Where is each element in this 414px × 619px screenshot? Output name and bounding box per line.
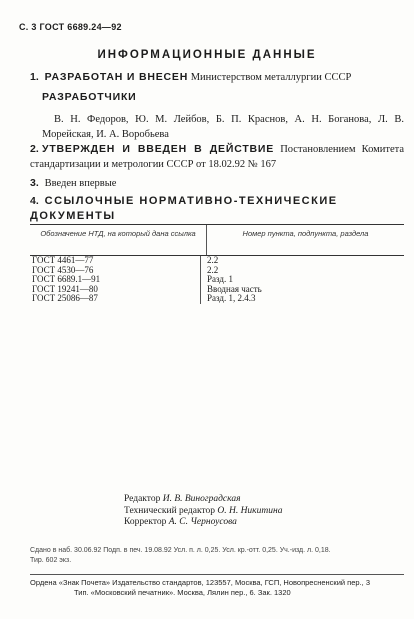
item-heading: ССЫЛОЧНЫЕ НОРМАТИВНО-ТЕХНИЧЕСКИЕ ДОКУМЕНТЫ [30,195,338,222]
table-cell-ref: 2.2 [200,256,404,266]
publisher-line-2: Тип. «Московский печатник». Москва, Лялин пер., 6. Зак. 1320 [74,587,291,597]
table-cell-doc: ГОСТ 4530—76 [32,264,94,275]
corrector-name: А. С. Черноусова [168,517,237,527]
imprint [30,546,404,566]
developers-heading: РАЗРАБОТЧИКИ [42,91,137,103]
editor-label: Редактор [124,494,161,504]
table-cell-doc: ГОСТ 4461—77 [32,255,94,265]
item-3 [30,176,404,191]
editors-block [124,494,282,529]
item-number: 4. [30,195,39,207]
item-text: Министерством металлургии СССР [190,72,352,83]
table-cell-doc: ГОСТ 19241—80 [32,283,98,294]
item-text: Постановлением Комитета стандартизации и метрологии СССР от 18.02.92 № 167 [30,144,405,170]
table-cell-doc: ГОСТ 6689.1—91 [32,274,101,284]
tech-editor-line [124,506,282,518]
references-table [30,224,404,303]
developers-list: В. Н. Федоров, Ю. М. Лейбов, Б. П. Краснов, А. Н. Боганова, Л. В. Морейская, И. А. Воробьева [42,114,404,140]
item-number: 2. [30,143,39,155]
table-cell-ref: 2.2 [200,266,404,276]
imprint-line-2: Тир. 602 экз. [30,557,72,564]
item-text: Введен впервые [44,178,117,189]
tech-editor-name: О. Н. Никитина [217,505,283,516]
item-number: 1. [30,71,39,83]
editor-name: И. В. Виноградская [162,494,241,504]
org-rule [30,574,404,575]
developers-heading-block [30,90,404,105]
item-2 [30,142,404,172]
publisher-info [30,578,404,597]
table-row [30,294,404,304]
table-header-ref: Номер пункта, подпункта, раздела [206,225,404,255]
item-heading: УТВЕРЖДЕН И ВВЕДЕН В ДЕЙСТВИЕ [42,143,275,155]
item-1 [30,70,404,85]
item-number: 3. [30,177,39,189]
publisher-line-1: Ордена «Знак Почета» Издательство стандартов, 123557, Москва, ГСП, Новопресненский пер., 3 [30,578,370,587]
table-body [30,256,404,304]
table-cell-ref: Вводная часть [200,285,404,295]
corrector-label: Корректор [124,517,167,527]
editor-line [124,494,282,506]
item-4 [30,194,404,224]
corrector-line [124,517,282,529]
table-cell-ref: Разд. 1 [200,275,404,285]
tech-editor-label: Технический редактор [124,505,215,516]
table-cell-ref: Разд. 1, 2.4.3 [200,294,404,304]
section-title: ИНФОРМАЦИОННЫЕ ДАННЫЕ [97,49,317,61]
imprint-line-1: Сдано в наб. 30.06.92 Подп. в печ. 19.08.92 Усл. п. л. 0,25. Усл. кр.-отт. 0,25. Уч.-изд. л. 0,18. [30,547,331,554]
item-heading: РАЗРАБОТАН И ВНЕСЕН [44,71,189,83]
table-cell-doc: ГОСТ 25086—87 [32,293,98,303]
table-header-doc: Обозначение НТД, на который дана ссылка [40,229,196,238]
page-header: С. 3 ГОСТ 6689.24—92 [19,22,122,32]
table-header [30,225,404,255]
